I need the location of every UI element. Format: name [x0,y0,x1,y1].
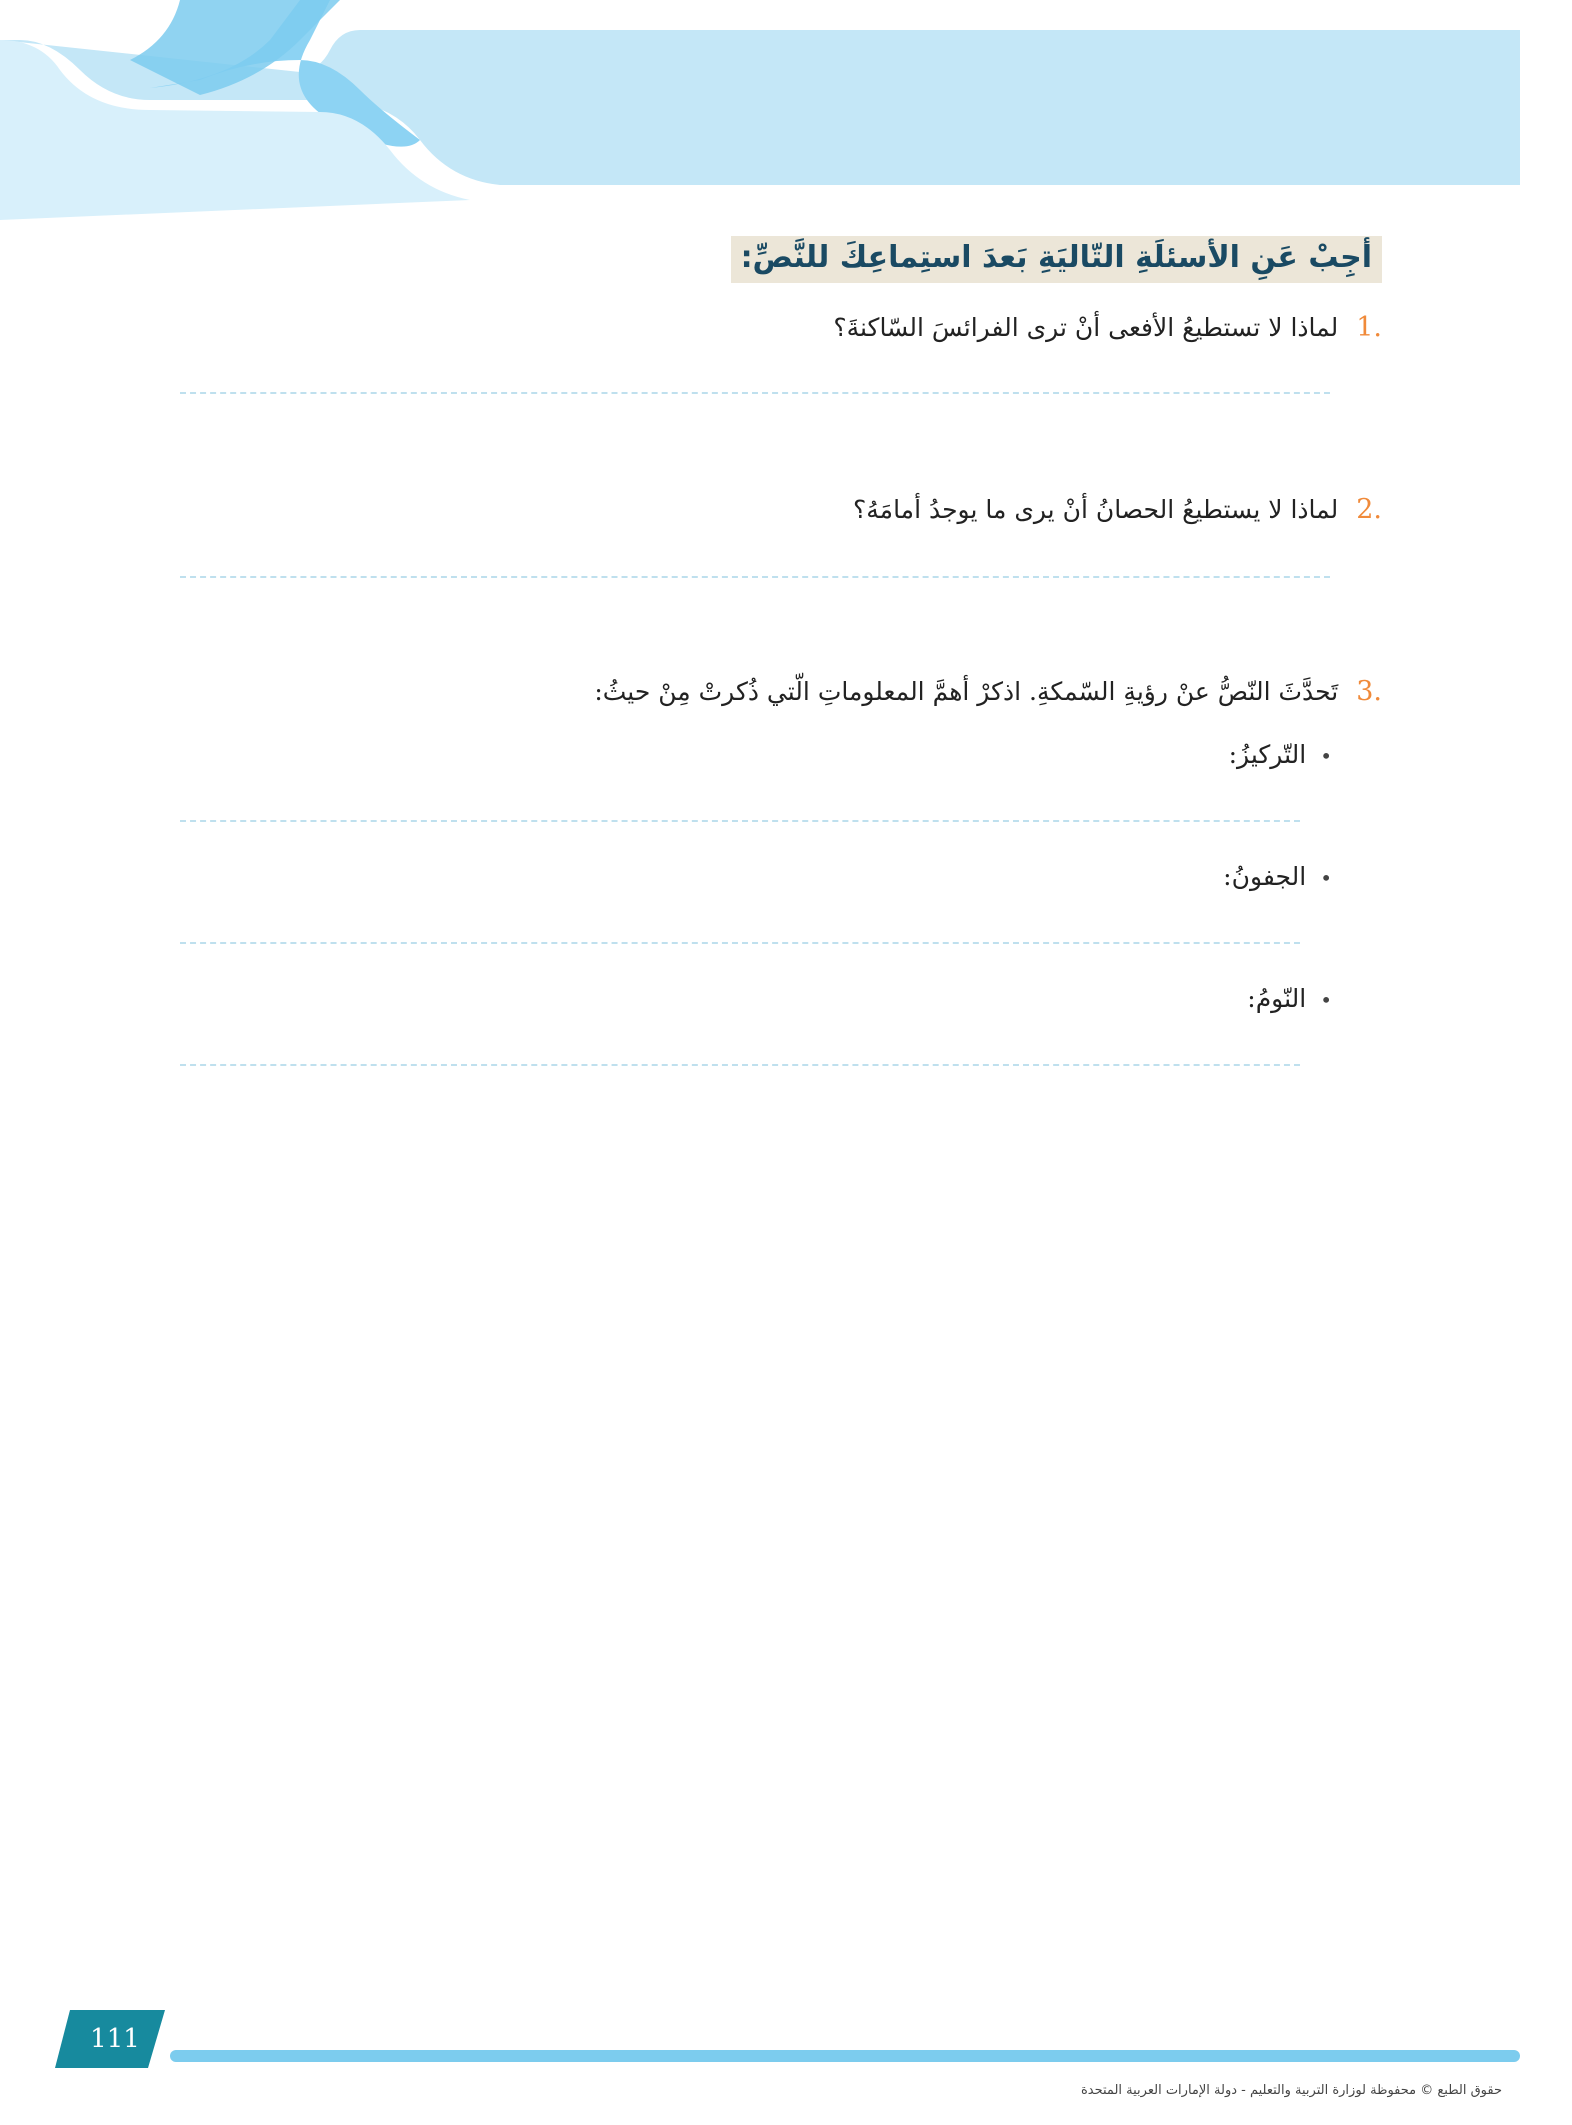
header-decoration [0,0,1572,230]
answer-line-focus[interactable] [180,820,1300,822]
question-number: .2 [1356,494,1382,525]
bullet-icon: • [1320,988,1332,1012]
bullet-text: التّركيزُ: [1228,740,1307,769]
question-3 [594,676,1382,707]
question-1 [833,312,1382,343]
bullet-focus [1229,740,1332,769]
copyright-notice: حقوق الطبع © محفوظة لوزارة التربية والتعليم - دولة الإمارات العربية المتحدة [1080,2083,1502,2098]
page-number: 111 [90,2024,140,2054]
answer-line-1[interactable] [180,392,1330,394]
bullet-eyelids [1223,862,1332,891]
bullet-text: الجفونُ: [1223,862,1307,891]
answer-line-2[interactable] [180,576,1330,578]
question-number: .1 [1356,312,1382,343]
answer-line-sleep[interactable] [180,1064,1300,1066]
question-2 [853,494,1382,525]
bullet-sleep [1247,984,1332,1013]
bullet-icon: • [1320,744,1332,768]
instruction-heading: أجِبْ عَنِ الأسئلَةِ التّاليَةِ بَعدَ استِماعِكَ للنَّصِّ: [731,236,1382,283]
bullet-icon: • [1320,866,1332,890]
question-number: .3 [1356,676,1382,707]
question-text: لماذا لا يستطيعُ الحصانُ أنْ يرى ما يوجدُ أمامَهُ؟ [853,495,1339,524]
question-text: لماذا لا تستطيعُ الأفعى أنْ ترى الفرائسَ السّاكنةَ؟ [833,313,1339,342]
footer-decoration [0,2000,1572,2125]
bullet-text: النّومُ: [1247,984,1307,1013]
answer-line-eyelids[interactable] [180,942,1300,944]
question-text: تَحدَّثَ النّصُّ عنْ رؤيةِ السّمكةِ. اذكرْ أهمَّ المعلوماتِ الّتي ذُكرتْ مِنْ حيثُ: [594,677,1339,706]
